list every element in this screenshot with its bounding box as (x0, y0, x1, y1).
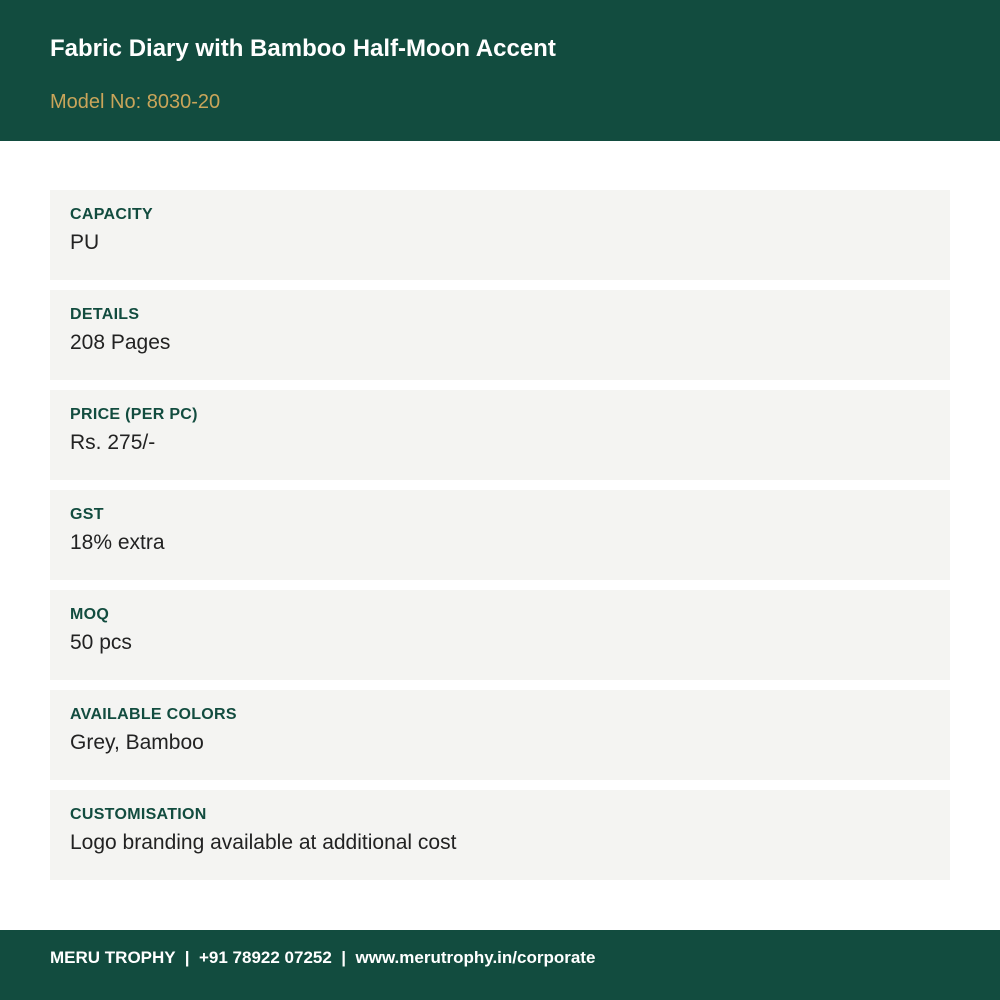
footer-separator: | (341, 948, 347, 967)
spec-value: Grey, Bamboo (70, 731, 204, 754)
spec-value: 208 Pages (70, 331, 171, 354)
footer-contact-line (50, 948, 595, 968)
product-title: Fabric Diary with Bamboo Half-Moon Accent (50, 35, 556, 62)
spec-card-price (50, 390, 950, 480)
spec-card-gst (50, 490, 950, 580)
spec-label: DETAILS (70, 306, 140, 323)
spec-label: CAPACITY (70, 206, 153, 223)
spec-value: Logo branding available at additional cost (70, 831, 457, 854)
spec-card-colors (50, 690, 950, 780)
header-banner (0, 0, 1000, 141)
spec-value: PU (70, 231, 100, 254)
spec-value: 18% extra (70, 531, 165, 554)
spec-label: CUSTOMISATION (70, 806, 207, 823)
footer-banner (0, 930, 1000, 1000)
spec-label: MOQ (70, 606, 110, 623)
spec-card-customisation (50, 790, 950, 880)
model-number: Model No: 8030-20 (50, 91, 221, 113)
spec-label: GST (70, 506, 104, 523)
website-link[interactable]: www.merutrophy.in/corporate (355, 948, 596, 967)
spec-label: AVAILABLE COLORS (70, 706, 237, 723)
spec-card-details (50, 290, 950, 380)
footer-separator: | (184, 948, 190, 967)
brand-name: MERU TROPHY (50, 948, 176, 967)
spec-label: PRICE (PER PC) (70, 406, 198, 423)
spec-list (50, 190, 950, 890)
phone-number: +91 78922 07252 (198, 948, 332, 967)
spec-value: 50 pcs (70, 631, 132, 654)
spec-card-moq (50, 590, 950, 680)
spec-card-capacity (50, 190, 950, 280)
spec-value: Rs. 275/- (70, 431, 156, 454)
